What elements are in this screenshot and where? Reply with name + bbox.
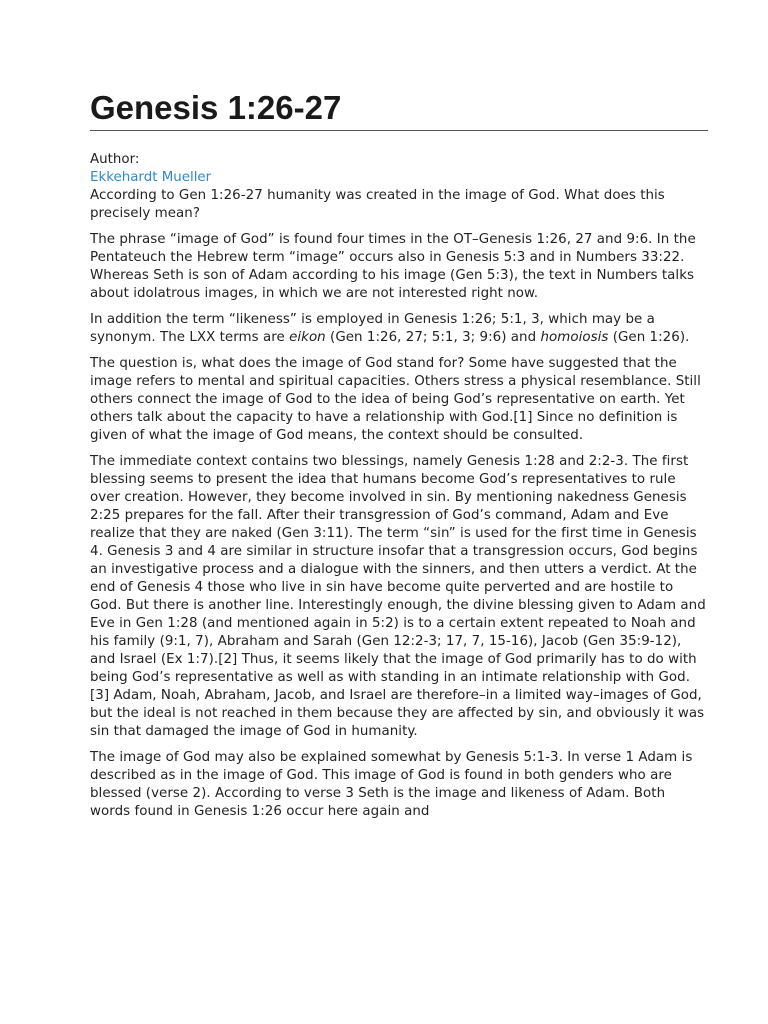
paragraph-genesis-5: The image of God may also be explained somewhat by Genesis 5:1-3. In verse 1 Adam is described as in the image of God. This image of God is found in both genders who are blessed (verse 2). According to verse 3 Seth is the image and likeness of Adam. Both words found in Genesis 1:26 occur here again and: [90, 750, 693, 819]
paragraph-likeness-text-b: (Gen 1:26, 27; 5:1, 3; 9:6) and: [325, 330, 541, 345]
page-title: Genesis 1:26-27: [90, 88, 708, 131]
author-block: [90, 151, 708, 187]
paragraph-question: The question is, what does the image of God stand for? Some have suggested that the image refers to mental and spiritual capacities. Others stress a physical resemblance. Still others connect the image of God to the idea of being God’s representative on earth. Yet others talk about the capacity to have a relationship with God.[1] Since no definition is given of what the image of God means, the context should be consulted.: [90, 356, 701, 443]
author-label: Author:: [90, 152, 140, 167]
term-homoiosis: homoiosis: [540, 330, 609, 345]
paragraph-likeness-text-a: In addition the term “likeness” is employed in Genesis 1:26; 5:1, 3, which may be a synonym. The LXX terms are: [90, 312, 655, 345]
document-page: [90, 88, 708, 829]
term-eikon: eikon: [289, 330, 326, 345]
paragraph-likeness: [90, 311, 708, 347]
author-link[interactable]: Ekkehardt Mueller: [90, 170, 212, 185]
paragraph-image-of-god-occurrences: The phrase “image of God” is found four times in the OT–Genesis 1:26, 27 and 9:6. In the Pentateuch the Hebrew term “image” occurs also in Genesis 5:3 and in Numbers 33:22. Whereas Seth is son of Adam according to his image (Gen 5:3), the text in Numbers talks about idolatrous images, in which we are not interested right now.: [90, 232, 696, 301]
paragraph-immediate-context: The immediate context contains two blessings, namely Genesis 1:28 and 2:2-3. The first blessing seems to present the idea that humans become God’s representatives to rule over creation. However, they become involved in sin. By mentioning nakedness Genesis 2:25 prepares for the fall. After their transgression of God’s command, Adam and Eve realize that they are naked (Gen 3:11). The term “sin” is used for the first time in Genesis 4. Genesis 3 and 4 are similar in structure insofar that a transgression occurs, God begins an investigative process and a dialogue with the sinners, and then utters a verdict. At the end of Genesis 4 those who live in sin have become quite perverted and are hostile to God. But there is another line. Interestingly enough, the divine blessing given to Adam and Eve in Gen 1:28 (and mentioned again in 5:2) is to a certain extent repeated to Noah and his family (9:1, 7), Abraham and Sarah (Gen 12:2-3; 17, 7, 15-16), Jacob (Gen 35:9-12), and Israel (Ex 1:7).[2] Thus, it seems likely that the image of God primarily has to do with being God’s representative as well as with standing in an intimate relationship with God.[3] Adam, Noah, Abraham, Jacob, and Israel are therefore–in a limited way–images of God, but the ideal is not reached in them because they are affected by sin, and obviously it was sin that damaged the image of God in humanity.: [90, 454, 706, 739]
paragraph-likeness-text-c: (Gen 1:26).: [608, 330, 690, 345]
paragraph-intro: According to Gen 1:26-27 humanity was created in the image of God. What does this precisely mean?: [90, 188, 665, 221]
article-body: [90, 187, 708, 821]
